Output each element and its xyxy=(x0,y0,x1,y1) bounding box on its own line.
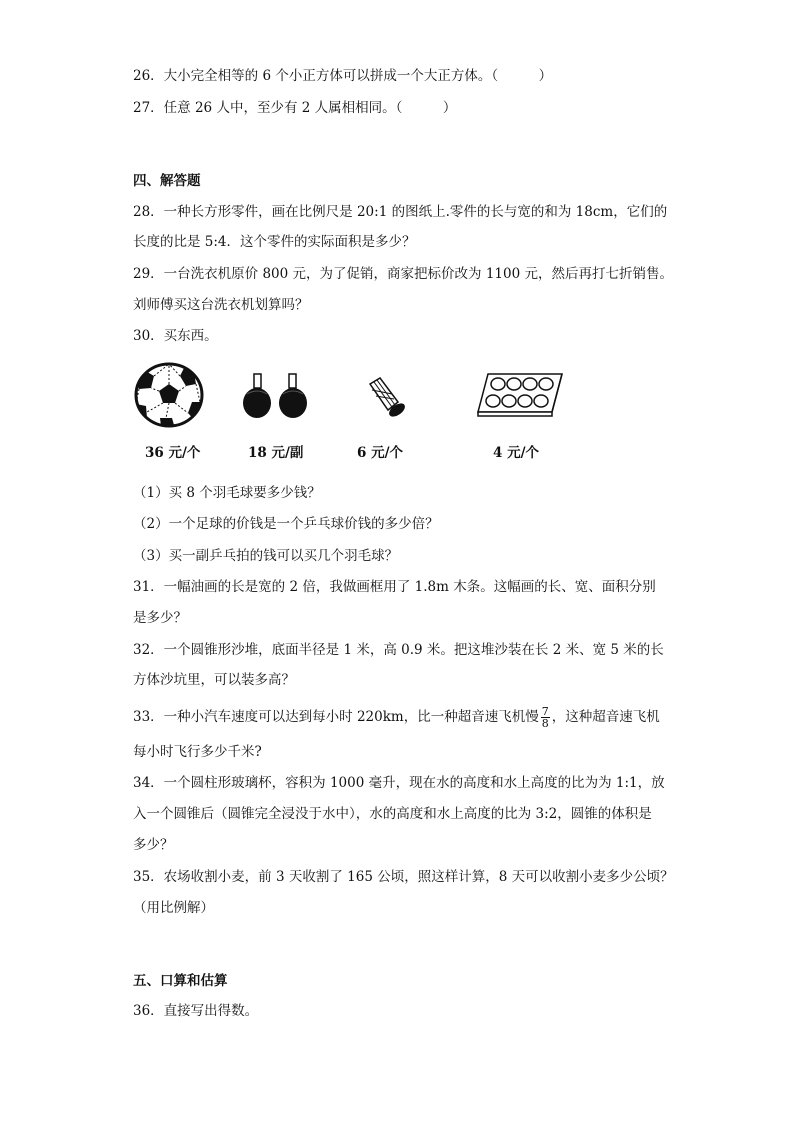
question-33-line-2: 每小时飞行多少千米? xyxy=(133,744,262,760)
question-27: 27．任意 26 人中，至少有 2 人属相相同。（ ） xyxy=(133,100,457,116)
fraction-denominator: 8 xyxy=(541,717,549,730)
question-31-line-1: 31．一幅油画的长是宽的 2 倍，我做画框用了 1.8m 木条。这幅画的长、宽、面积分别 xyxy=(133,579,656,595)
question-28-line-2: 长度的比是 5:4．这个零件的实际面积是多少？ xyxy=(133,234,416,250)
ping-pong-balls-box-icon xyxy=(476,372,564,418)
ping-pong-ball-price: 4 元/个 xyxy=(493,445,540,461)
question-35-line-1: 35．农场收割小麦，前 3 天收割了 165 公顷，照这样计算，8 天可以收割小麦多少公顷？ xyxy=(133,869,674,885)
question-31-line-2: 是多少？ xyxy=(133,610,187,626)
fraction-numerator: 7 xyxy=(541,705,549,718)
question-34-line-2: 入一个圆锥后（圆锥完全浸没于水中），水的高度和水上高度的比为 3:2，圆锥的体积是 xyxy=(133,806,652,822)
question-26: 26．大小完全相等的 6 个小正方体可以拼成一个大正方体。（ ） xyxy=(133,68,553,84)
question-29-line-2: 刘师傅买这台洗衣机划算吗？ xyxy=(133,297,309,313)
ping-pong-paddles-icon xyxy=(240,372,310,420)
question-34-line-3: 多少？ xyxy=(133,837,174,853)
soccer-ball-price: 36 元/个 xyxy=(145,445,201,461)
question-32-line-1: 32．一个圆锥形沙堆，底面半径是 1 米，高 0.9 米。把这堆沙装在长 2 米、宽 5 米的长 xyxy=(133,642,664,658)
question-36: 36．直接写出得数。 xyxy=(133,1003,259,1019)
question-29-line-1: 29．一台洗衣机原价 800 元，为了促销，商家把标价改为 1100 元，然后再打七折销售。 xyxy=(133,266,673,282)
question-32-line-2: 方体沙坑里，可以装多高？ xyxy=(133,672,295,688)
question-30-part-2: （2）一个足球的价钱是一个乒乓球价钱的多少倍？ xyxy=(133,516,439,532)
question-35-line-2: （用比例解） xyxy=(133,900,214,916)
fraction-seven-eighths xyxy=(541,706,550,729)
question-33-text-before: 33．一种小汽车速度可以达到每小时 220km，比一种超音速飞机慢 xyxy=(133,709,539,725)
question-33-line-1 xyxy=(133,706,660,729)
question-28-line-1: 28．一种长方形零件，画在比例尺是 20:1 的图纸上.零件的长与宽的和为 18cm，它们的 xyxy=(133,204,668,220)
paddles-price: 18 元/副 xyxy=(248,445,304,461)
question-30-part-1: （1）买 8 个羽毛球要多少钱？ xyxy=(133,485,321,501)
question-30-part-3: （3）买一副乒乓拍的钱可以买几个羽毛球？ xyxy=(133,548,399,564)
question-33-text-after: ，这种超音速飞机 xyxy=(551,709,660,725)
question-34-line-1: 34．一个圆柱形玻璃杯，容积为 1000 毫升，现在水的高度和水上高度的比为为 1:1，放 xyxy=(133,775,665,791)
shuttlecock-icon xyxy=(368,376,412,418)
shuttlecock-price: 6 元/个 xyxy=(357,445,404,461)
question-30: 30．买东西。 xyxy=(133,328,218,344)
section-heading-4: 四、解答题 xyxy=(133,173,201,189)
soccer-ball-icon xyxy=(134,362,204,428)
section-heading-5: 五、口算和估算 xyxy=(133,973,228,989)
